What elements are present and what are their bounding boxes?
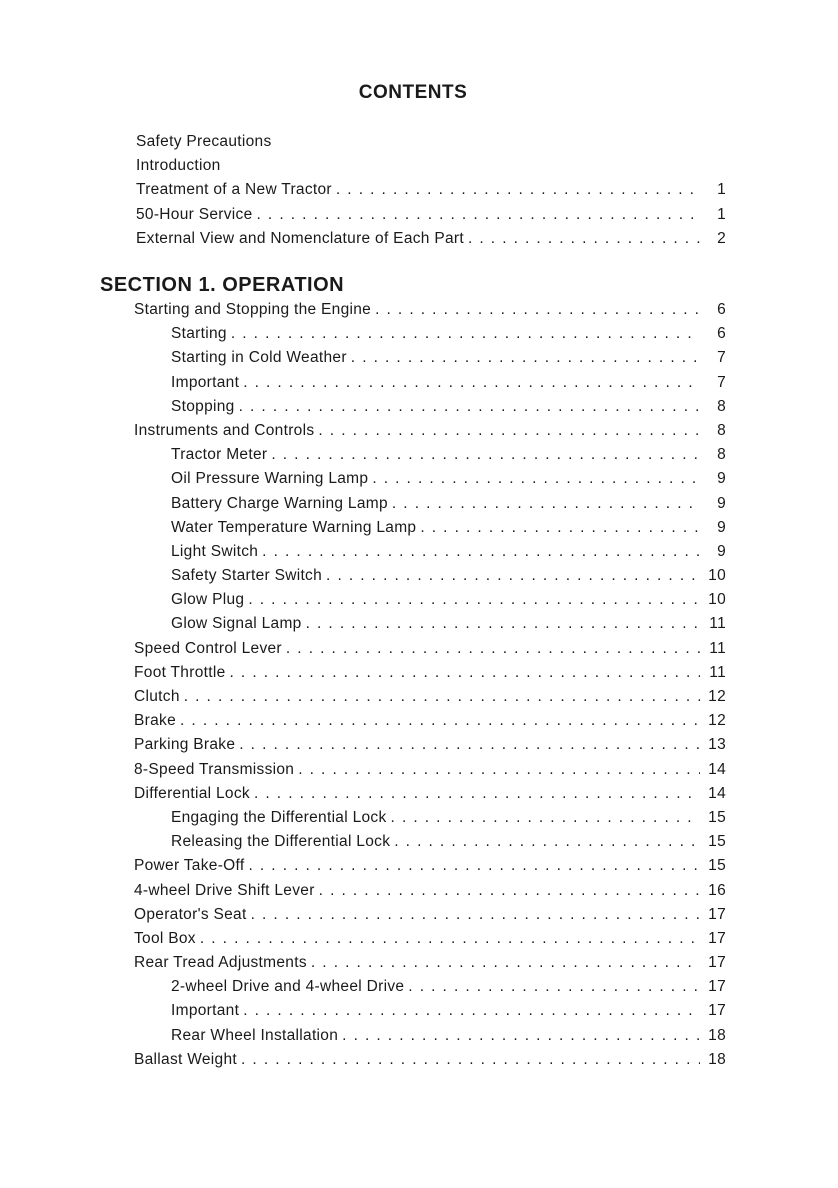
toc-entry-title: Stopping	[171, 397, 235, 415]
toc-entry-title: Battery Charge Warning Lamp	[171, 494, 388, 512]
toc-entry[interactable]	[134, 854, 726, 878]
toc-entry[interactable]	[134, 637, 726, 661]
toc-entry-page: 10	[708, 591, 726, 609]
toc-entry[interactable]	[134, 443, 726, 467]
toc-entry-title: Glow Plug	[171, 591, 245, 609]
toc-entry[interactable]	[134, 879, 726, 903]
section-heading: SECTION 1. OPERATION	[100, 274, 345, 296]
toc-entry-title: Light Switch	[171, 542, 259, 560]
toc-entry-page: 17	[708, 905, 726, 923]
toc-entry-page: 14	[708, 760, 726, 778]
toc-entry-page: 1	[717, 205, 726, 223]
dot-leader	[394, 830, 700, 854]
toc-entry-title: Treatment of a New Tractor	[136, 181, 332, 199]
toc-entry-title: 8-Speed Transmission	[134, 760, 295, 778]
toc-entry-page: 13	[708, 736, 726, 754]
dot-leader	[420, 516, 700, 540]
toc-entry[interactable]	[134, 492, 726, 516]
dot-leader	[251, 903, 700, 927]
dot-leader	[318, 419, 700, 443]
page-title: CONTENTS	[358, 82, 468, 103]
toc-entry[interactable]	[134, 661, 726, 685]
intro-list	[136, 130, 726, 251]
dot-leader	[254, 782, 700, 806]
toc-entry-title: 4-wheel Drive Shift Lever	[134, 881, 315, 899]
toc-entry-title: Releasing the Differential Lock	[171, 833, 391, 851]
dot-leader	[351, 346, 700, 370]
toc-entry-page: 7	[717, 373, 726, 391]
toc-entry-title: Instruments and Controls	[134, 421, 315, 439]
toc-entry-title: Starting and Stopping the Engine	[134, 301, 372, 318]
toc-entry[interactable]	[136, 203, 726, 227]
toc-entry-title: Important	[171, 1002, 240, 1020]
toc-entry[interactable]	[134, 685, 726, 709]
dot-leader	[468, 227, 700, 251]
dot-leader	[271, 443, 700, 467]
toc-entry-title: 50-Hour Service	[136, 205, 253, 223]
toc-entry-title: Brake	[134, 712, 176, 730]
toc-entry-title: 2-wheel Drive and 4-wheel Drive	[171, 978, 405, 996]
toc-entry[interactable]	[134, 322, 726, 346]
dot-leader	[239, 395, 700, 419]
toc-entry[interactable]	[134, 830, 726, 854]
dot-leader	[180, 709, 700, 733]
toc-entry[interactable]	[134, 927, 726, 951]
toc-entry-title: Water Temperature Warning Lamp	[171, 518, 417, 536]
toc-entry-page: 6	[717, 301, 726, 318]
toc-entry-title: Introduction	[136, 157, 221, 175]
toc-entry[interactable]	[134, 419, 726, 443]
toc-entry-title: Tractor Meter	[171, 446, 268, 464]
toc-entry[interactable]	[134, 782, 726, 806]
toc-entry-title: Tool Box	[134, 929, 196, 947]
toc-entry-title: Glow Signal Lamp	[171, 615, 302, 633]
dot-leader	[243, 371, 700, 395]
toc-entry-page: 18	[708, 1050, 726, 1068]
toc-entry[interactable]	[134, 951, 726, 975]
dot-leader	[184, 685, 700, 709]
dot-leader	[230, 661, 701, 685]
toc-entry[interactable]	[134, 903, 726, 927]
section-toc-list	[134, 298, 726, 1072]
toc-entry-page: 18	[708, 1026, 726, 1044]
toc-entry[interactable]	[134, 371, 726, 395]
toc-entry-page: 1	[717, 181, 726, 199]
dot-leader	[375, 298, 700, 322]
toc-entry-page: 16	[708, 881, 726, 899]
toc-entry-title: Starting in Cold Weather	[171, 349, 347, 367]
dot-leader	[262, 540, 700, 564]
dot-leader	[257, 203, 701, 227]
toc-entry-page: 11	[709, 639, 726, 657]
toc-entry[interactable]	[136, 227, 726, 251]
toc-entry[interactable]	[134, 298, 726, 322]
toc-entry-title: Rear Tread Adjustments	[134, 954, 307, 972]
toc-entry-page: 8	[717, 397, 726, 415]
toc-entry-page: 8	[717, 446, 726, 464]
toc-entry-title: Differential Lock	[134, 784, 250, 802]
toc-entry-title: Starting	[171, 325, 227, 343]
dot-leader	[392, 492, 700, 516]
toc-entry-page: 15	[708, 833, 726, 851]
dot-leader	[311, 951, 700, 975]
toc-entry-page: 10	[708, 567, 726, 585]
toc-entry[interactable]	[134, 467, 726, 491]
toc-entry-title: Safety Precautions	[136, 133, 272, 150]
toc-entry-title: Power Take-Off	[134, 857, 245, 875]
toc-entry[interactable]	[136, 154, 726, 178]
dot-leader	[319, 879, 700, 903]
toc-entry-page: 6	[717, 325, 726, 343]
dot-leader	[391, 806, 700, 830]
toc-entry-title: Parking Brake	[134, 736, 236, 754]
toc-entry-title: Operator's Seat	[134, 905, 247, 923]
toc-entry-title: Engaging the Differential Lock	[171, 808, 387, 826]
toc-entry[interactable]	[134, 1048, 726, 1072]
toc-entry-page: 2	[717, 229, 726, 247]
dot-leader	[306, 612, 700, 636]
dot-leader	[248, 854, 700, 878]
dot-leader	[326, 564, 700, 588]
dot-leader	[298, 758, 700, 782]
toc-entry-page: 11	[709, 615, 726, 633]
toc-entry[interactable]	[134, 999, 726, 1023]
toc-entry[interactable]	[134, 395, 726, 419]
toc-entry-page: 9	[717, 494, 726, 512]
toc-entry-title: Ballast Weight	[134, 1050, 237, 1068]
toc-entry[interactable]	[134, 612, 726, 636]
toc-entry-title: Oil Pressure Warning Lamp	[171, 470, 369, 488]
toc-entry-page: 12	[708, 712, 726, 730]
toc-entry-title: Rear Wheel Installation	[171, 1026, 339, 1044]
toc-entry-title: Foot Throttle	[134, 663, 226, 681]
toc-entry[interactable]	[134, 540, 726, 564]
dot-leader	[241, 1048, 700, 1072]
toc-entry[interactable]	[134, 564, 726, 588]
toc-entry-page: 17	[708, 1002, 726, 1020]
toc-entry-page: 12	[708, 688, 726, 705]
toc-entry-page: 17	[708, 929, 726, 947]
dot-leader	[408, 975, 700, 999]
toc-entry[interactable]	[134, 346, 726, 370]
toc-entry-title: Speed Control Lever	[134, 639, 282, 657]
toc-entry[interactable]	[136, 178, 726, 202]
toc-entry[interactable]	[136, 130, 726, 154]
toc-entry-page: 15	[708, 857, 726, 875]
toc-entry-page: 11	[709, 663, 726, 681]
dot-leader	[239, 733, 700, 757]
toc-entry-title: Clutch	[134, 688, 180, 705]
toc-entry-page: 9	[717, 542, 726, 560]
toc-entry-page: 17	[708, 954, 726, 972]
toc-entry-page: 17	[708, 978, 726, 996]
toc-entry-title: Safety Starter Switch	[171, 567, 323, 585]
toc-entry-page: 14	[708, 784, 726, 802]
toc-entry[interactable]	[134, 709, 726, 733]
dot-leader	[372, 467, 700, 491]
dot-leader	[231, 322, 700, 346]
toc-entry[interactable]	[134, 516, 726, 540]
toc-entry[interactable]	[134, 733, 726, 757]
toc-entry[interactable]	[134, 975, 726, 999]
dot-leader	[248, 588, 700, 612]
toc-entry[interactable]	[134, 1024, 726, 1048]
toc-entry[interactable]	[134, 588, 726, 612]
dot-leader	[286, 637, 700, 661]
dot-leader	[243, 999, 700, 1023]
toc-entry[interactable]	[134, 758, 726, 782]
dot-leader	[342, 1024, 700, 1048]
dot-leader	[336, 178, 700, 202]
toc-entry-title: External View and Nomenclature of Each Part	[136, 229, 464, 247]
toc-entry-page: 9	[717, 518, 726, 536]
toc-entry-page: 8	[717, 421, 726, 439]
toc-entry-page: 15	[708, 808, 726, 826]
dot-leader	[200, 927, 700, 951]
toc-entry[interactable]	[134, 806, 726, 830]
toc-entry-title: Important	[171, 373, 240, 391]
toc-entry-page: 9	[717, 470, 726, 488]
toc-entry-page: 7	[717, 349, 726, 367]
